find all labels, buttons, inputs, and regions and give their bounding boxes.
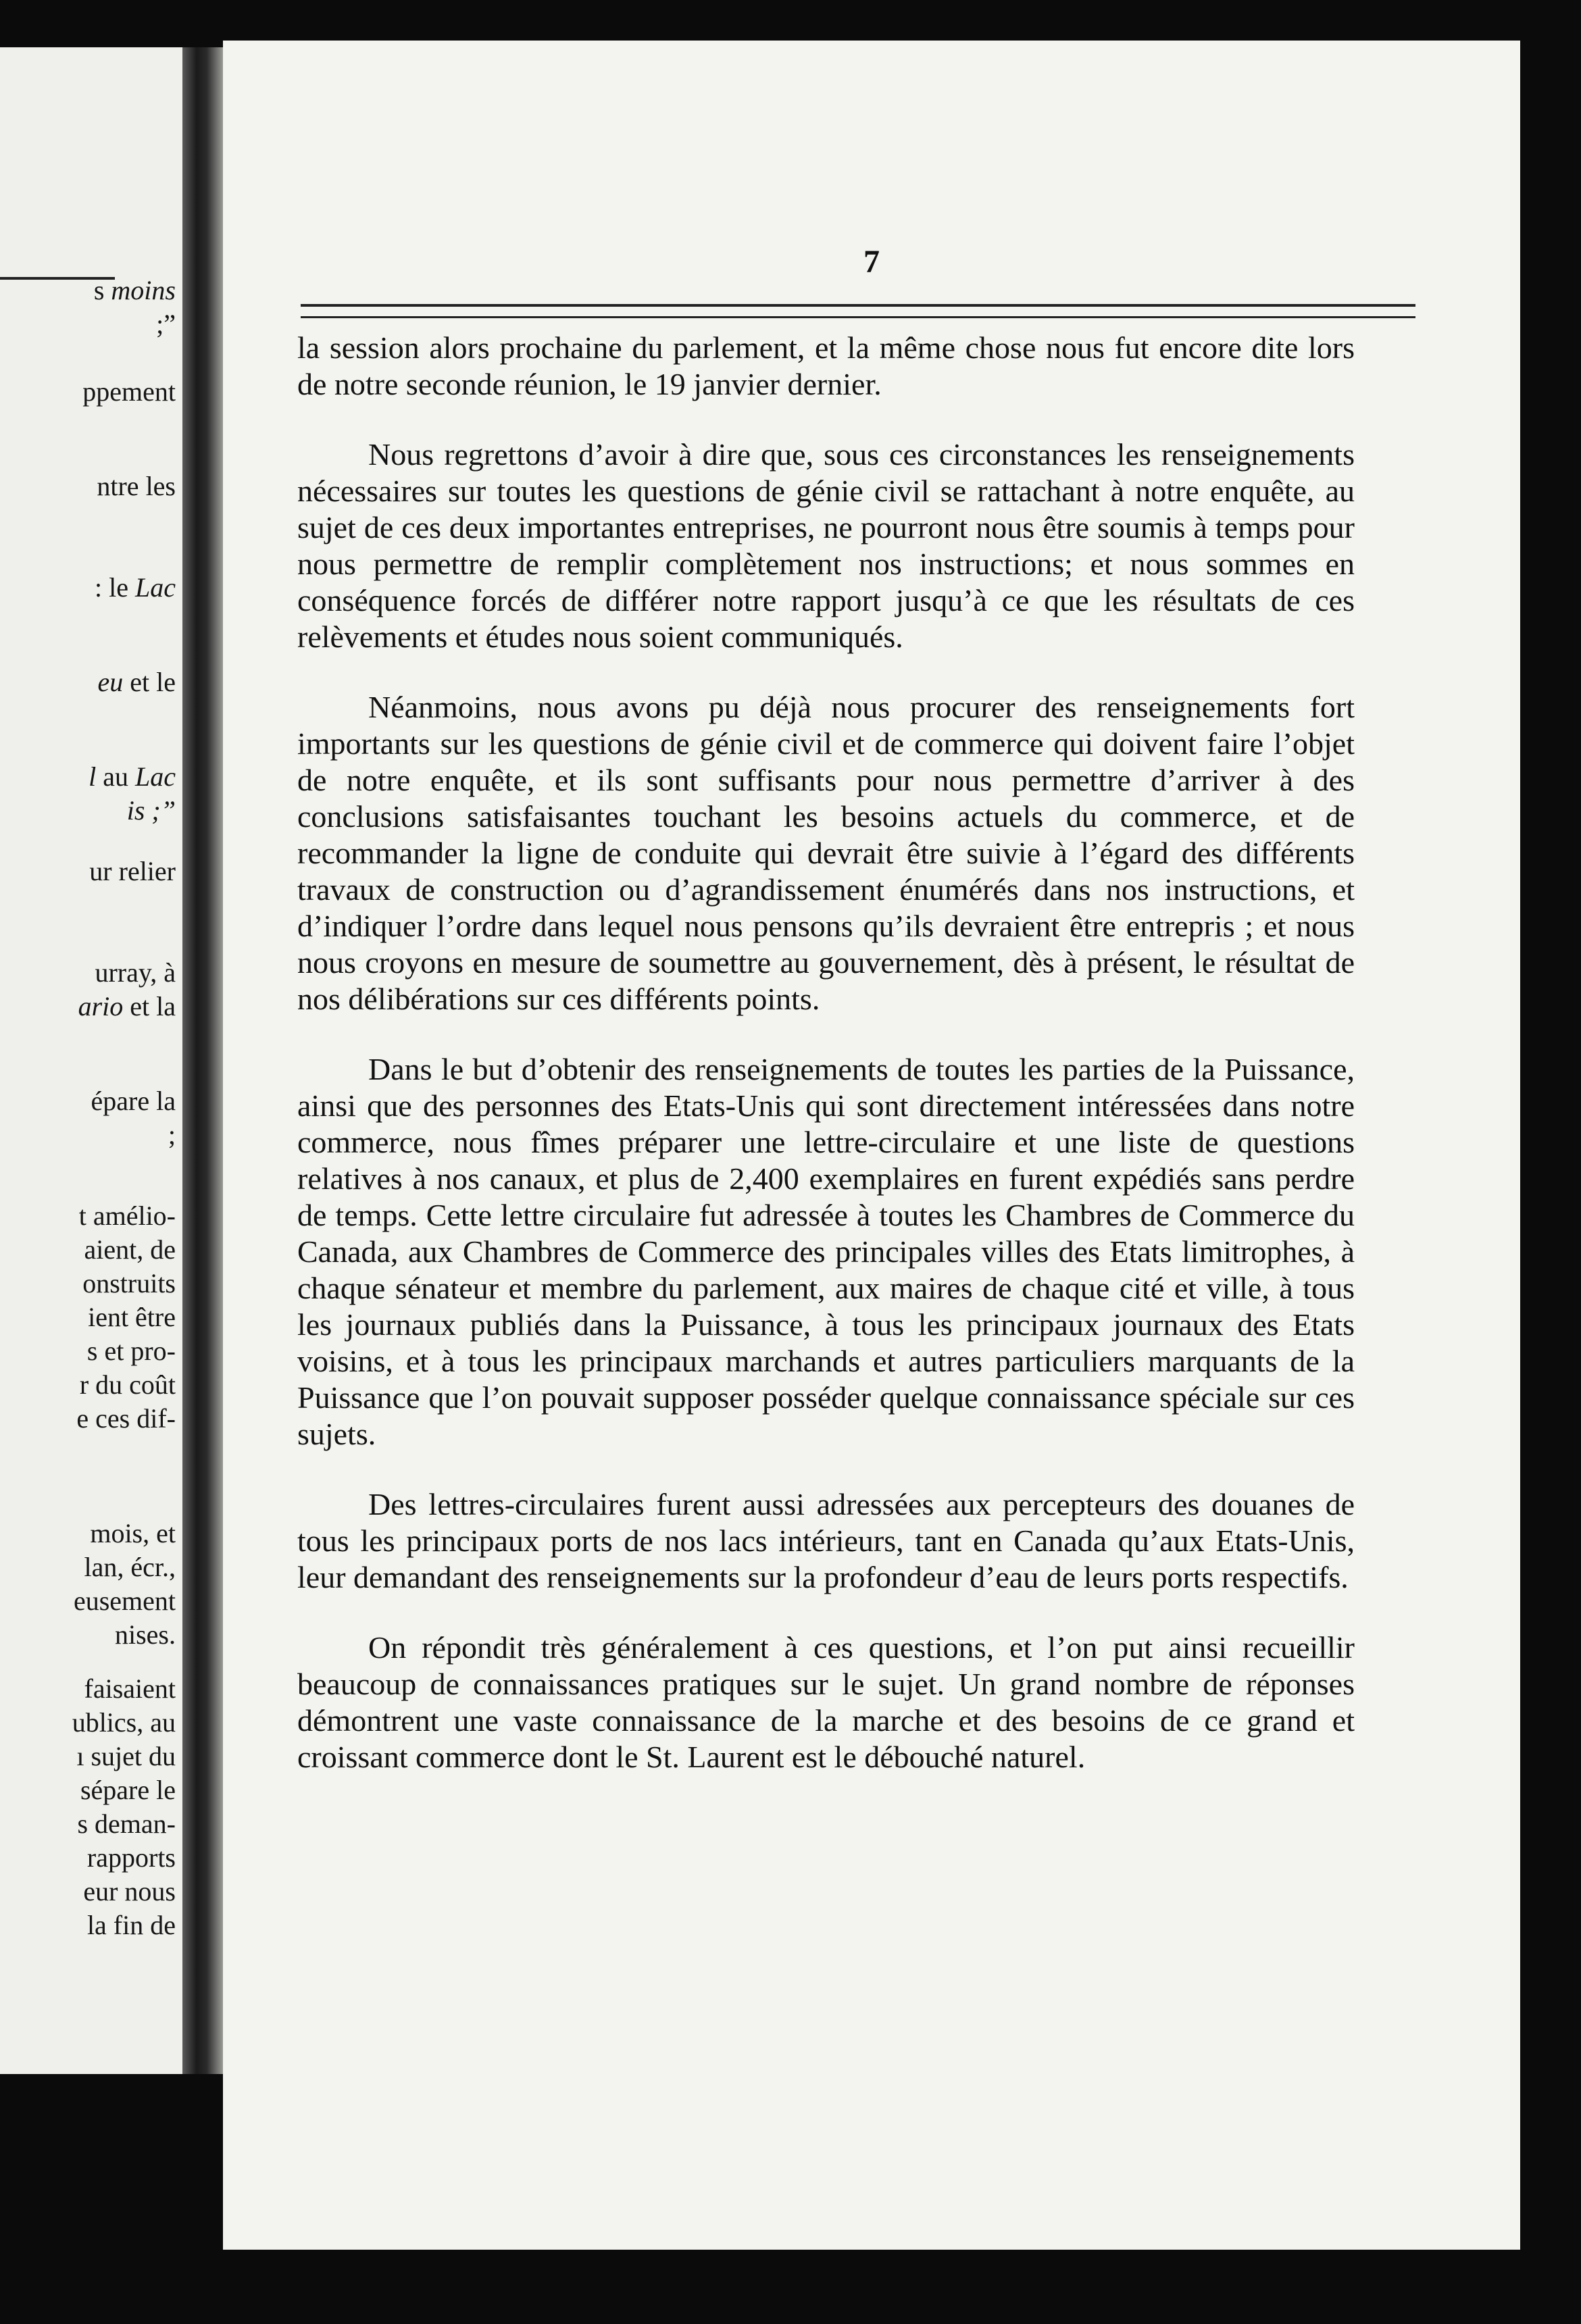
previous-page-italic: moins bbox=[111, 275, 176, 305]
previous-page-italic: eu bbox=[97, 667, 124, 697]
paragraph-1: la session alors prochaine du parlement, et la même chose nous fut encore dite lors de notre seconde réunion, le 19 janvier dernier. bbox=[297, 330, 1355, 401]
previous-page-fragment bbox=[0, 47, 182, 2074]
previous-page-italic: is ;” bbox=[126, 795, 176, 826]
previous-page-line: mois, et bbox=[90, 1518, 176, 1548]
previous-page-line: rapports bbox=[86, 1842, 176, 1873]
previous-page-line: s et pro- bbox=[86, 1336, 176, 1366]
previous-page-line: t amélio- bbox=[78, 1201, 176, 1231]
previous-page-line: ur relier bbox=[89, 856, 176, 886]
previous-page-line: lan, écr., bbox=[84, 1552, 176, 1582]
previous-page-line: s deman- bbox=[77, 1809, 176, 1839]
previous-page-line: la fin de bbox=[86, 1910, 176, 1940]
previous-page-line: s moins bbox=[93, 275, 176, 305]
previous-page-line: ublics, au bbox=[72, 1707, 176, 1738]
paragraph-6: On répondit très généralement à ces questions, et l’on put ainsi recueillir beaucoup de connaissances pratiques sur le sujet. Un grand nombre de réponses démontrent une vaste connaissance de la marche et des besoins de ce grand et croissant commerce dont le St. Laurent est le débouché naturel. bbox=[297, 1630, 1355, 1774]
previous-page-line: ppement bbox=[82, 376, 176, 407]
previous-page-line: sépare le bbox=[80, 1775, 176, 1805]
paragraph-3: Néanmoins, nous avons pu déjà nous procurer des renseignements fort importants sur les questions de génie civil et de commerce qui doivent faire l’objet de notre enquête, et ils sont suffisants pour nous permettre d’arriver à des conclusions satisfaisantes touchant les besoins actuels du commerce, et de recommander la ligne de conduite qui devrait être suivie à l’égard des différents travaux de construction ou d’agrandissement énumérés dans nos instructions, et d’indiquer l’ordre dans lequel nous pensons qu’ils devraient être entrepris ; et nous nous croyons en mesure de soumettre au gouvernement, dès à présent, le résultat de nos délibérations sur ces différents points. bbox=[297, 690, 1355, 1016]
previous-page-line: eu et le bbox=[97, 667, 176, 697]
page-number: 7 bbox=[863, 244, 880, 280]
header-rule bbox=[301, 304, 1415, 318]
paragraph-2: Nous regrettons d’avoir à dire que, sous ces circonstances les renseignements nécessaires sur toutes les questions de génie civil se rattachant à notre enquête, au sujet de ces deux importantes entreprises, ne pourront nous être soumis à temps pour nous permettre de remplir complètement nos instructions; et nous sommes en conséquence forcés de différer notre rapport jusqu’à ce que les résultats de ces relèvements et études nous soient communiqués. bbox=[297, 437, 1355, 654]
previous-page-italic: l bbox=[89, 761, 97, 792]
previous-page-italic: ario bbox=[78, 991, 124, 1021]
previous-page-line: eur nous bbox=[83, 1876, 176, 1906]
previous-page-line: l au Lac bbox=[89, 761, 176, 792]
book-gutter bbox=[182, 47, 223, 2074]
previous-page-line bbox=[127, 797, 176, 824]
previous-page-line: onstruits bbox=[82, 1268, 176, 1298]
previous-page-line: épare la bbox=[91, 1086, 176, 1116]
paragraph-4: Dans le but d’obtenir des renseignements de toutes les parties de la Puissance, ainsi que des personnes des Etats-Unis qui sont directement intéressées dans notre commerce, nous fîmes préparer une lettre-circulaire et une liste de questions relatives à nos canaux, et plus de 2,400 exemplaires en furent expédiés sans perdre de temps. Cette lettre circulaire fut adressée à toutes les Chambres de Commerce du Canada, aux Chambres de Commerce des principales villes des Etats limitrophes, à chaque sénateur et membre du parlement, aux maires de chaque cité et ville, à tous les journaux publiés dans la Puissance, à tous les principaux journaux des Etats voisins, et à tous les principaux marchands et autres particuliers marquants de la Puissance que l’on pouvait supposer posséder quelque connaissance spéciale sur ces sujets. bbox=[297, 1052, 1355, 1451]
previous-page-line: ;” bbox=[156, 309, 176, 339]
previous-page-line: : le Lac bbox=[95, 572, 176, 603]
previous-page-italic: Lac bbox=[135, 572, 176, 603]
paragraph-5: Des lettres-circulaires furent aussi adressées aux percepteurs des douanes de tous les principaux ports de nos lacs intérieurs, tant en Canada qu’aux Etats-Unis, leur demandant des renseignements sur la profondeur d’eau de leurs ports respectifs. bbox=[297, 1487, 1355, 1594]
previous-page-line: r du coût bbox=[79, 1369, 176, 1400]
previous-page-line: nises. bbox=[115, 1619, 176, 1650]
previous-page-line: ntre les bbox=[97, 471, 176, 501]
previous-page-line: aient, de bbox=[84, 1234, 176, 1265]
previous-page-line: faisaient bbox=[84, 1673, 176, 1704]
previous-page-line: ient être bbox=[88, 1302, 176, 1332]
previous-page-line: ı sujet du bbox=[76, 1741, 176, 1771]
previous-page-line: ario et la bbox=[78, 991, 176, 1021]
page-body bbox=[297, 330, 1355, 1775]
previous-page-line: e ces dif- bbox=[76, 1403, 176, 1434]
previous-page-line: urray, à bbox=[95, 957, 176, 988]
previous-page-line: eusement bbox=[73, 1586, 176, 1616]
previous-page-line: ; bbox=[168, 1119, 176, 1150]
document-page bbox=[223, 41, 1520, 2250]
